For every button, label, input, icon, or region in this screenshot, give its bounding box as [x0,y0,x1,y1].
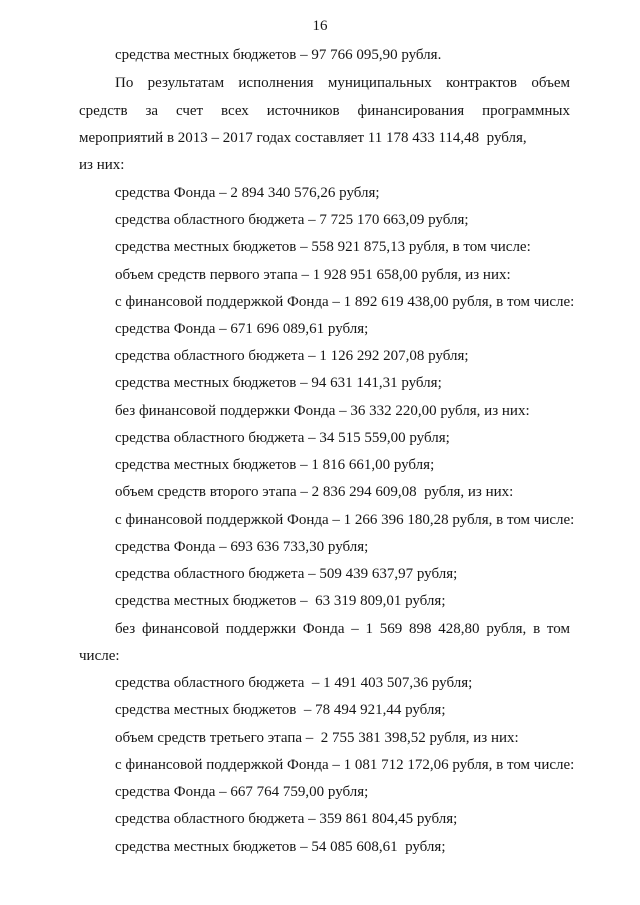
text-line: средства областного бюджета – 7 725 170 663,09 рубля; [115,212,469,228]
text-line: мероприятий в 2013 – 2017 годах составляет 11 178 433 114,48 рубля, [79,130,527,146]
text-line: средства областного бюджета – 1 491 403 507,36 рубля; [115,675,473,691]
text-line: средства областного бюджета – 509 439 637,97 рубля; [115,566,458,582]
text-line: средства местных бюджетов – 94 631 141,31 рубля; [115,375,442,391]
text-line: объем средств второго этапа – 2 836 294 609,08 рубля, из них: [115,484,514,500]
text-line: объем средств первого этапа – 1 928 951 658,00 рубля, из них: [115,267,511,283]
text-line: без финансовой поддержки Фонда – 36 332 220,00 рубля, из них: [115,403,530,419]
text-line: средства Фонда – 693 636 733,30 рубля; [115,539,369,555]
text-line: с финансовой поддержкой Фонда – 1 892 619 438,00 рубля, в том числе: [115,294,575,310]
text-line: средства местных бюджетов – 63 319 809,01 рубля; [115,593,446,609]
text-line: средства местных бюджетов – 558 921 875,13 рубля, в том числе: [115,239,531,255]
text-line: средства областного бюджета – 34 515 559,00 рубля; [115,430,450,446]
text-line: средства местных бюджетов – 97 766 095,90 рубля. [115,47,442,63]
page-number: 16 [312,18,328,34]
text-line: из них: [79,157,125,173]
text-line: с финансовой поддержкой Фонда – 1 081 712 172,06 рубля, в том числе: [115,757,575,773]
text-line: средства местных бюджетов – 78 494 921,44 рубля; [115,702,446,718]
text-line: числе: [79,648,120,664]
text-line: с финансовой поддержкой Фонда – 1 266 396 180,28 рубля, в том числе: [115,512,575,528]
text-line: средства местных бюджетов – 54 085 608,61 рубля; [115,839,446,855]
text-line: объем средств третьего этапа – 2 755 381 398,52 рубля, из них: [115,730,519,746]
text-line: средства Фонда – 667 764 759,00 рубля; [115,784,369,800]
text-line: средств за счет всех источников финансирования программных [79,103,570,119]
text-line: средства местных бюджетов – 1 816 661,00 рубля; [115,457,435,473]
text-line: без финансовой поддержки Фонда – 1 569 898 428,80 рубля, в том [115,621,570,637]
text-line: средства областного бюджета – 359 861 804,45 рубля; [115,811,458,827]
text-line: средства областного бюджета – 1 126 292 207,08 рубля; [115,348,469,364]
text-line: средства Фонда – 671 696 089,61 рубля; [115,321,369,337]
text-line: средства Фонда – 2 894 340 576,26 рубля; [115,185,380,201]
text-line: По результатам исполнения муниципальных контрактов объем [115,75,570,91]
